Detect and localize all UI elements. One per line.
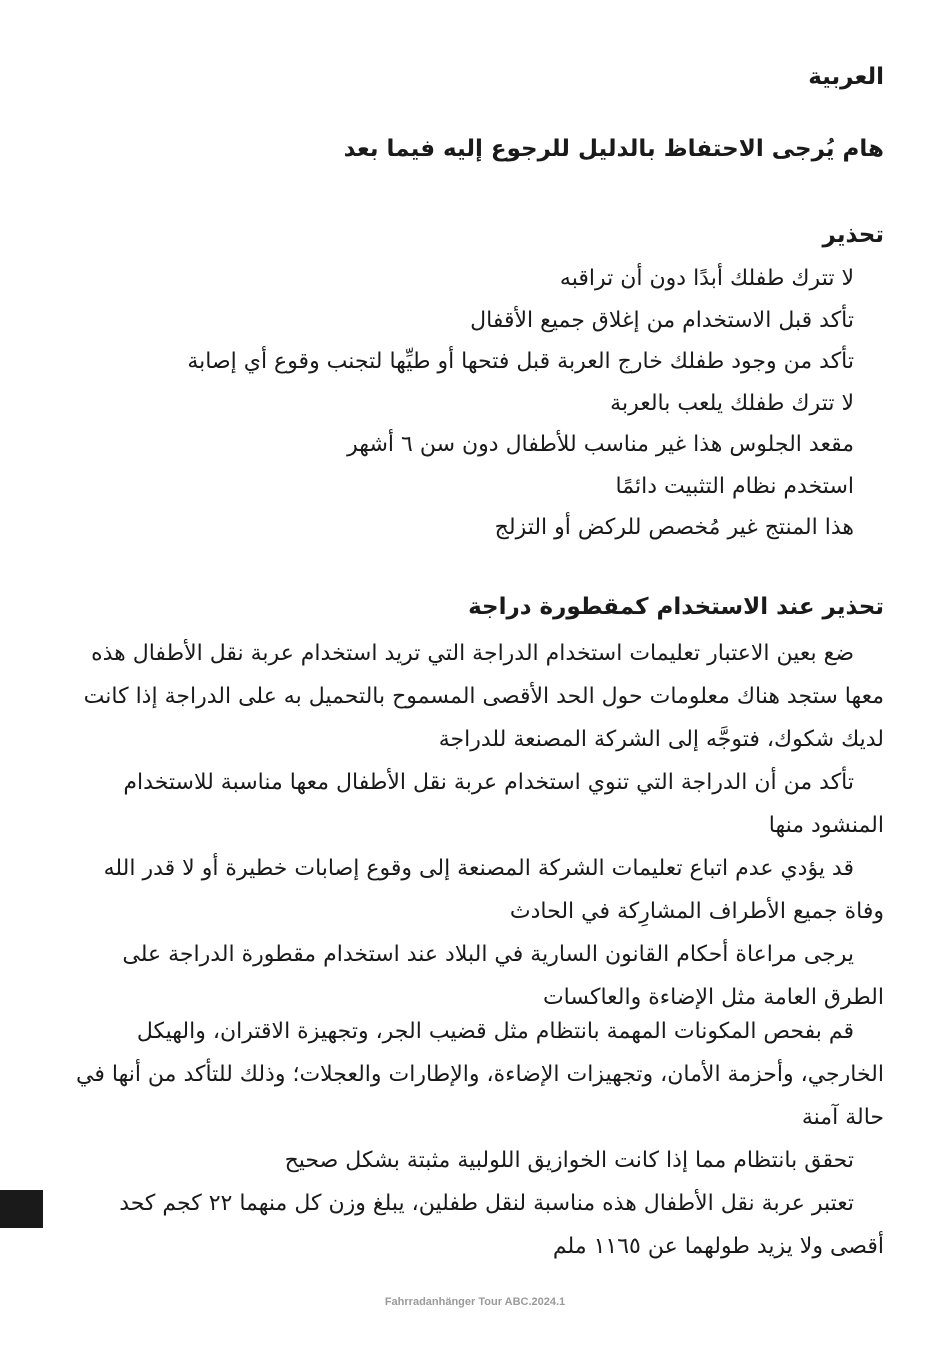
- warning-list: [40, 258, 854, 549]
- bicycle-warning-heading: تحذير عند الاستخدام كمقطورة دراجة: [468, 594, 884, 620]
- bicycle-paragraph: ضع بعين الاعتبار تعليمات استخدام الدراجة التي تريد استخدام عربة نقل الأطفال هذه معها ستجد هناك معلومات حول الحد الأقصى المسموح بالتحميل به على الدراجة إذا كانت لديك شكوك، فتوجَّه إلى الشركة المصنعة للدراجة: [83, 641, 884, 752]
- bicycle-paragraph: تأكد من أن الدراجة التي تنوي استخدام عربة نقل الأطفال معها مناسبة للاستخدام المنشود منها: [123, 770, 884, 838]
- warning-item: لا تترك طفلك يلعب بالعربة: [610, 390, 854, 416]
- language-tab-marker: [0, 1190, 43, 1228]
- warning-item: تأكد من وجود طفلك خارج العربة قبل فتحها أو طيِّها لتجنب وقوع أي إصابة: [187, 349, 854, 374]
- warning-item: هذا المنتج غير مُخصص للركض أو التزلج: [494, 515, 854, 540]
- warning-heading: تحذير: [822, 222, 884, 248]
- footer-doc-id: Fahrradanhänger Tour ABC.2024.1: [384, 1296, 566, 1308]
- bicycle-paragraph: يرجى مراعاة أحكام القانون السارية في البلاد عند استخدام مقطورة الدراجة على الطرق العامة مثل الإضاءة والعاكسات: [122, 942, 884, 1010]
- bicycle-paragraph: تعتبر عربة نقل الأطفال هذه مناسبة لنقل طفلين، يبلغ وزن كل منهما ٢٢ كجم كحد أقصى ولا يزيد طولهما عن ١١٦٥ ملم: [119, 1191, 884, 1259]
- bicycle-paragraph: تحقق بانتظام مما إذا كانت الخوازيق اللولبية مثبتة بشكل صحيح: [284, 1148, 854, 1173]
- warning-item: تأكد قبل الاستخدام من إغلاق جميع الأقفال: [470, 307, 854, 333]
- warning-item: مقعد الجلوس هذا غير مناسب للأطفال دون سن ٦ أشهر: [347, 432, 854, 457]
- bicycle-paragraph: قم بفحص المكونات المهمة بانتظام مثل قضيب الجر، وتجهيزة الاقتران، والهيكل الخارجي، وأحزمة الأمان، وتجهيزات الإضاءة، والإطارات والعجلات؛ وذلك للتأكد من أنها في حالة آمنة: [76, 1019, 884, 1130]
- warning-item: لا تترك طفلك أبدًا دون أن تراقبه: [559, 266, 854, 291]
- language-label: العربية: [808, 64, 884, 90]
- warning-item: استخدم نظام التثبيت دائمًا: [615, 473, 854, 499]
- important-notice: هام يُرجى الاحتفاظ بالدليل للرجوع إليه فيما بعد: [343, 136, 884, 162]
- bicycle-paragraph: قد يؤدي عدم اتباع تعليمات الشركة المصنعة إلى وقوع إصابات خطيرة أو لا قدر الله وفاة جميع الأطراف المشارِكة في الحادث: [103, 856, 884, 924]
